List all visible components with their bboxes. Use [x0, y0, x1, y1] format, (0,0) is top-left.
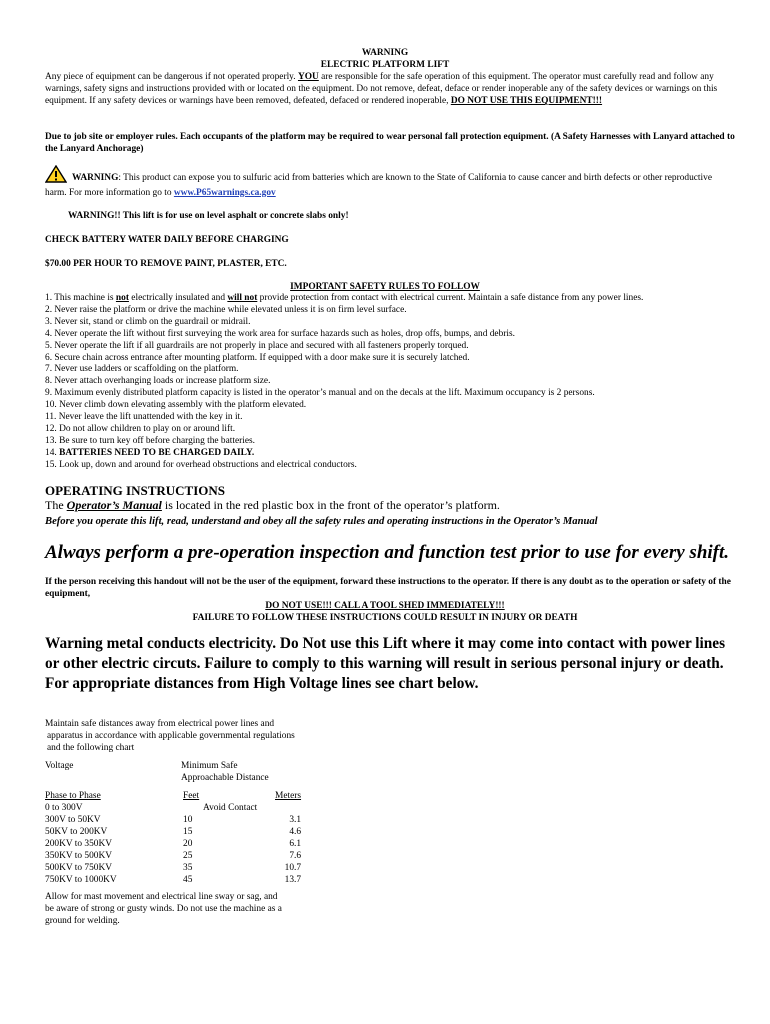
voltage-header: Voltage [45, 761, 74, 771]
rule-item: 8. Never attach overhanging loads or increase platform size. [45, 376, 271, 387]
rule-14-number: 14. [45, 447, 60, 458]
wind-note-line-1: Allow for mast movement and electrical line sway or sag, and [45, 892, 278, 902]
msad-line-1: Minimum Safe [181, 761, 238, 771]
rule-item: 2. Never raise the platform or drive the machine while elevated unless it is on firm level surface. [45, 304, 407, 315]
feet-cell: 25 [183, 851, 193, 861]
voltage-cell: 200KV to 350KV [45, 839, 113, 849]
table-row [45, 838, 301, 850]
min-safe-distance-header [181, 760, 269, 784]
handout-notice: If the person receiving this handout will not be the user of the equipment, forward these instructions to the operator. If there is any doubt as to the operation or safety of the equipment, [45, 577, 731, 599]
prop65-link[interactable]: www.P65warnings.ca.gov [173, 188, 276, 198]
table-row [45, 874, 301, 886]
electric-warning [45, 634, 725, 694]
voltage-cell: 500KV to 750KV [45, 863, 113, 873]
table-row [45, 814, 301, 826]
fall-protection-notice: Due to job site or employer rules. Each occupants of the platform may be required to wear personal fall protection equipment. (A Safety Harnesses with Lanyard attached to the Lanyard Anchorage) [45, 132, 735, 154]
rule-item: 6. Secure chain across entrance after mounting platform. If equipped with a door make sure it is securely latched. [45, 352, 470, 363]
battery-check-notice: CHECK BATTERY WATER DAILY BEFORE CHARGING [45, 235, 289, 245]
header-warning: WARNING [361, 48, 409, 58]
distances-intro-line-2: apparatus in accordance with applicable governmental regulations [47, 731, 295, 741]
rule-item: 10. Never climb down elevating assembly with the platform elevated. [45, 400, 307, 411]
feet-cell: 15 [183, 827, 193, 837]
meters-cell: 3.1 [289, 815, 302, 825]
table-row [45, 826, 301, 838]
voltage-cell: 0 to 300V [45, 803, 83, 813]
rule-item: 11. Never leave the lift unattended with the key in it. [45, 412, 243, 423]
safety-rules-list [45, 293, 735, 472]
prop65-warning [45, 165, 735, 199]
feet-cell: 20 [183, 839, 193, 849]
intro-you: YOU [297, 72, 319, 82]
operating-line1-b: is located in the red plastic box in the front of the operator’s platform. [161, 498, 500, 512]
table-row [45, 802, 301, 814]
rule-1-will-not: will not [227, 293, 258, 303]
rule-1-text-a: 1. This machine is [45, 293, 116, 303]
rule-14-text: BATTERIES NEED TO BE CHARGED DAILY. [59, 447, 255, 458]
feet-cell: 45 [183, 875, 193, 885]
preop-inspection-notice: Always perform a pre-operation inspection and function test prior to use for every shift. [45, 542, 730, 563]
rule-item: 9. Maximum evenly distributed platform capacity is listed in the operator’s manual and on the decals at the lift. Maximum occupancy is 2 persons. [45, 388, 595, 399]
rule-item: 13. Be sure to turn key off before charging the batteries. [45, 435, 256, 446]
rule-item [45, 448, 735, 460]
wind-note-line-3: ground for welding. [45, 916, 120, 926]
rule-item: 12. Do not allow children to play on or around lift. [45, 423, 236, 434]
col-phase-header: Phase to Phase [45, 791, 101, 801]
intro-text-2: are responsible for the safe operation of this equipment. The operator must carefully read and follow any warnings, safety signs and instructions provided with or located on the equipment. Do not remove, defeat, deface or render inoperable any of the safety devices or warnings on this equipment. If any safety devices or warnings have been removed, defeated, defaced or rendered inoperable, [45, 72, 718, 106]
feet-cell: 35 [183, 863, 193, 873]
rule-item: 3. Never sit, stand or climb on the guardrail or midrail. [45, 316, 251, 327]
col-feet-header: Feet [183, 791, 200, 801]
failure-notice: FAILURE TO FOLLOW THESE INSTRUCTIONS COULD RESULT IN INJURY OR DEATH [192, 613, 578, 623]
header-title: ELECTRIC PLATFORM LIFT [320, 60, 450, 70]
avoid-contact-cell: Avoid Contact [203, 803, 258, 813]
distances-intro-line-3: and the following chart [47, 743, 135, 753]
rule-item: 7. Never use ladders or scaffolding on the platform. [45, 364, 239, 375]
operating-line1-a: The [45, 498, 67, 512]
meters-cell: 6.1 [289, 839, 302, 849]
meters-cell: 7.6 [289, 851, 302, 861]
level-surface-warning: WARNING!! This lift is for use on level asphalt or concrete slabs only! [68, 211, 349, 221]
call-tool-shed-notice: DO NOT USE!!! CALL A TOOL SHED IMMEDIATELY!!! [265, 601, 505, 611]
electric-warning-line-3: For appropriate distances from High Voltage lines see chart below. [45, 675, 479, 692]
rule-item: 15. Look up, down and around for overhead obstructions and electrical conductors. [45, 459, 357, 470]
intro-do-not-use: DO NOT USE THIS EQUIPMENT!!! [450, 96, 603, 106]
operating-heading: OPERATING INSTRUCTIONS [45, 483, 225, 498]
meters-cell: 4.6 [289, 827, 302, 837]
rule-1-text-c: provide protection from contact with electrical current. Maintain a safe distance from any power lines. [257, 293, 644, 303]
distances-intro-line-1: Maintain safe distances away from electrical power lines and [45, 719, 275, 729]
operating-manual-name: Operator’s Manual [66, 498, 162, 512]
table-row [45, 862, 301, 874]
rule-1-not: not [115, 293, 129, 303]
rule-item [45, 293, 735, 305]
operating-manual-location [45, 498, 500, 513]
voltage-cell: 300V to 50KV [45, 815, 101, 825]
warning-triangle-icon [45, 165, 67, 187]
intro-text-1: Any piece of equipment can be dangerous if not operated properly. [45, 72, 298, 82]
voltage-cell: 350KV to 500KV [45, 851, 113, 861]
rule-item: 4. Never operate the lift without first surveying the work area for surface hazards such as holes, drop offs, bumps, and debris. [45, 328, 515, 339]
distance-table [45, 790, 301, 886]
prop65-label: WARNING [72, 173, 119, 183]
safety-rules-heading: IMPORTANT SAFETY RULES TO FOLLOW [290, 282, 480, 292]
col-meters-header: Meters [275, 791, 302, 801]
voltage-cell: 750KV to 1000KV [45, 875, 117, 885]
msad-line-2: Approachable Distance [181, 773, 269, 783]
electric-warning-line-1: Warning metal conducts electricity. Do Not use this Lift where it may come into contact with power lines [45, 635, 726, 652]
meters-cell: 10.7 [284, 863, 302, 873]
wind-sway-note [45, 891, 282, 927]
electric-warning-line-2: or other electric circuts. Failure to comply to this warning will result in serious personal injury or death. [45, 655, 724, 672]
operating-read-notice: Before you operate this lift, read, understand and obey all the safety rules and operating instructions in the Operator’s Manual [45, 516, 598, 527]
feet-cell: 10 [183, 815, 193, 825]
distances-intro [45, 718, 295, 754]
voltage-cell: 50KV to 200KV [45, 827, 108, 837]
meters-cell: 13.7 [284, 875, 302, 885]
rule-item: 5. Never operate the lift if all guardrails are not properly in place and secured with all fasteners properly torqued. [45, 340, 469, 351]
table-header-row [45, 790, 301, 802]
rule-1-text-b: electrically insulated and [128, 293, 228, 303]
prop65-text: : This product can expose you to sulfuric acid from batteries which are known to the State of California to cause cancer and birth defects or other reproductive harm. For more information go to [45, 173, 712, 198]
intro-paragraph [45, 71, 735, 107]
table-row [45, 850, 301, 862]
wind-note-line-2: be aware of strong or gusty winds. Do not use the machine as a [45, 904, 282, 914]
paint-fee-notice: $70.00 PER HOUR TO REMOVE PAINT, PLASTER, ETC. [45, 259, 287, 269]
